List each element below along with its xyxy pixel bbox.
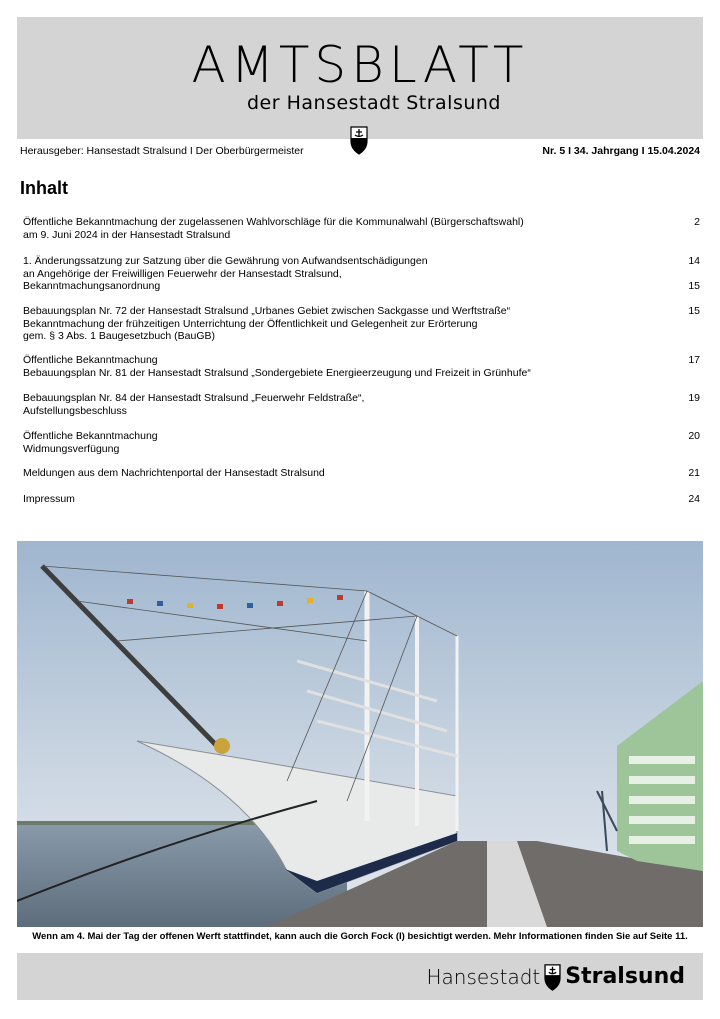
toc-entry[interactable]	[23, 430, 700, 455]
toc-entry-line: Öffentliche Bekanntmachung der zugelassenen Wahlvorschläge für die Kommunalwahl (Bürgerschaftswahl)	[23, 216, 524, 228]
toc-page-number: 17	[688, 354, 700, 366]
toc-entry-line: Bebauungsplan Nr. 84 der Hansestadt Stralsund „Feuerwehr Feldstraße“,	[23, 392, 365, 404]
city-logo	[426, 963, 685, 991]
stralsund-crest-icon	[544, 963, 561, 991]
toc-entry-line: Bebauungsplan Nr. 81 der Hansestadt Stralsund „Sondergebiete Energieerzeugung und Freizeit in Grünhufe“	[23, 366, 531, 379]
toc-entry-line: Impressum	[23, 493, 75, 505]
brand-bold-text: Stralsund	[565, 964, 685, 989]
toc-heading: Inhalt	[20, 178, 68, 198]
toc-entry[interactable]	[23, 354, 700, 379]
toc-entry-line: am 9. Juni 2024 in der Hansestadt Stralsund	[23, 228, 231, 241]
publisher-line: Herausgeber: Hansestadt Stralsund I Der Oberbürgermeister	[20, 145, 304, 157]
toc-entry-line: Meldungen aus dem Nachrichtenportal der Hansestadt Stralsund	[23, 467, 325, 479]
toc-page-number: 14	[688, 255, 700, 267]
toc-page-number: 24	[688, 493, 700, 505]
brand-light-text: Hansestadt	[426, 965, 541, 989]
masthead	[17, 17, 703, 139]
footer	[17, 953, 703, 1000]
photo-caption: Wenn am 4. Mai der Tag der offenen Werft stattfindet, kann auch die Gorch Fock (I) besichtigt werden. Mehr Informationen finden Sie auf Seite 11.	[32, 931, 688, 942]
toc-entry[interactable]	[23, 392, 700, 417]
masthead-subtitle: der Hansestadt Stralsund	[247, 92, 501, 114]
toc-entry[interactable]	[23, 255, 700, 293]
toc-entry-line: Bebauungsplan Nr. 72 der Hansestadt Stralsund „Urbanes Gebiet zwischen Sackgasse und Werftstraße“	[23, 305, 511, 317]
issue-line: Nr. 5 I 34. Jahrgang I 15.04.2024	[542, 145, 700, 157]
toc-entry-line: gem. § 3 Abs. 1 Baugesetzbuch (BauGB)	[23, 330, 216, 343]
toc-entry[interactable]	[23, 467, 700, 480]
toc-entry-line: an Angehörige der Freiwilligen Feuerwehr der Hansestadt Stralsund,	[23, 267, 342, 280]
toc-entry-line: Öffentliche Bekanntmachung	[23, 354, 158, 366]
tall-ship-photo	[17, 541, 703, 927]
toc-entry-line: 1. Änderungssatzung zur Satzung über die Gewährung von Aufwandsentschädigungen	[23, 255, 428, 267]
toc-entry-line: Bekanntmachungsanordnung	[23, 280, 161, 293]
toc-page-number: 2	[694, 216, 700, 228]
toc-entry-line: Öffentliche Bekanntmachung	[23, 430, 158, 442]
masthead-title: AMTSBLATT	[191, 36, 529, 94]
toc-page-number: 21	[688, 467, 700, 479]
toc-page-number: 15	[688, 280, 700, 292]
toc-entry-line: Widmungsverfügung	[23, 442, 120, 455]
stralsund-crest-icon	[350, 125, 368, 155]
toc-entry-line: Bekanntmachung der frühzeitigen Unterrichtung der Öffentlichkeit und Gelegenheit zur Erörterung	[23, 317, 478, 330]
toc-entry[interactable]	[23, 493, 700, 506]
toc-page-number: 15	[688, 305, 700, 317]
toc-entry[interactable]	[23, 216, 700, 241]
toc-entry[interactable]	[23, 305, 700, 343]
toc-page-number: 20	[688, 430, 700, 442]
toc-entry-line: Aufstellungsbeschluss	[23, 404, 127, 417]
toc-page-number: 19	[688, 392, 700, 404]
